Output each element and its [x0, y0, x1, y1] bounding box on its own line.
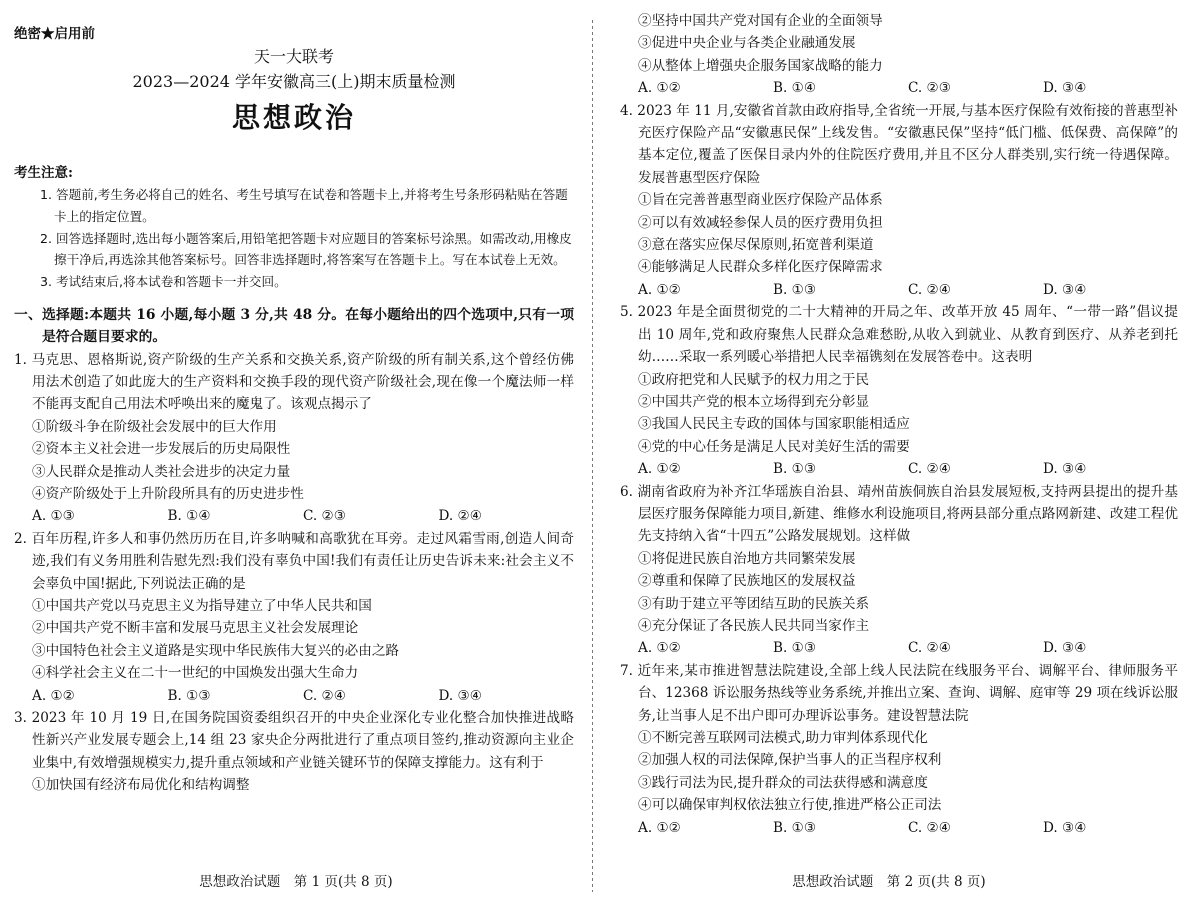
- question-stem: 3. 2023 年 10 月 19 日,在国务院国资委组织召开的中央企业深化专业化整合加快推进战略性新兴产业发展专题会上,14 组 23 家央企分两批进行了重点项目签约,推动资源向主业企业集中,有效增强规模实力,提升重点领域和产业链关键环节的保障支撑能力。这有利于: [14, 710, 574, 771]
- choice-b: B. ①③: [773, 461, 817, 478]
- statement-option: ②可以有效减轻参保人员的医疗费用负担: [638, 214, 883, 231]
- statement-option: ②尊重和保障了民族地区的发展权益: [638, 573, 856, 590]
- choice-b: B. ①④: [167, 508, 211, 525]
- statement-option: ③中国特色社会主义道路是实现中华民族伟大复兴的必由之路: [32, 642, 400, 659]
- statement-option: ①不断完善互联网司法模式,助力审判体系现代化: [638, 730, 928, 746]
- statement-option: ②坚持中国共产党对国有企业的全面领导: [638, 13, 883, 29]
- choice-a: A. ①②: [638, 640, 681, 657]
- statement-option: ①加快国有经济布局优化和结构调整: [32, 777, 250, 794]
- choice-b: B. ①③: [773, 281, 817, 298]
- choice-c: C. ②④: [303, 687, 346, 704]
- choice-b: B. ①④: [773, 80, 817, 97]
- statement-option: ③践行司法为民,提升群众的司法获得感和满意度: [638, 774, 928, 791]
- question-stem: 7. 近年来,某市推进智慧法院建设,全部上线人民法院在线服务平台、调解平台、律师服务平台、12368 诉讼服务热线等业务系统,并推出立案、查询、调解、庭审等 29 项在线诉讼服务,让当事人足不出户即可办理诉讼事务。建设智慧法院: [620, 662, 1179, 724]
- notice-item: 1. 答题前,考生务必将自己的姓名、考生号填写在试卷和答题卡上,并将考生号条形码粘贴在答题卡上的指定位置。: [40, 187, 568, 224]
- question-stem: 1. 马克思、恩格斯说,资产阶级的生产关系和交换关系,资产阶级的所有制关系,这个曾经仿佛用法术创造了如此庞大的生产资料和交换手段的现代资产阶级社会,现在像一个魔法师一样不能再支配自己用法术呼唤出来的魔鬼了。该观点揭示了: [14, 351, 574, 413]
- statement-option: ④可以确保审判权依法独立行使,推进严格公正司法: [638, 797, 942, 814]
- statement-option: ④科学社会主义在二十一世纪的中国焕发出强大生命力: [32, 665, 359, 682]
- choice-c: C. ②④: [908, 281, 951, 298]
- question-3: [14, 707, 574, 797]
- answer-choices: [620, 817, 1178, 839]
- choice-a: A. ①②: [638, 281, 681, 298]
- question-1: [14, 349, 574, 528]
- question-3-continued: [620, 10, 1178, 100]
- answer-choices: [620, 279, 1178, 301]
- choice-d: D. ③④: [1043, 461, 1087, 478]
- confidential-label: 绝密★启用前: [14, 26, 95, 42]
- choice-c: C. ②③: [908, 80, 951, 97]
- statement-option: ④党的中心任务是满足人民对美好生活的需要: [638, 438, 910, 455]
- choice-d: D. ②④: [438, 508, 482, 525]
- question-4: [620, 100, 1178, 302]
- statement-option: ④能够满足人民群众多样化医疗保障需求: [638, 259, 883, 276]
- question-stem: 4. 2023 年 11 月,安徽省首款由政府指导,全省统一开展,与基本医疗保险有效衔接的普惠型补充医疗保险产品“安徽惠民保”上线发售。“安徽惠民保”坚持“低门槛、低保费、高保障”的基本定位,覆盖了医保目录内外的住院医疗费用,并且不区分人群类别,实行统一待遇保障。发展普惠型医疗保险: [620, 102, 1178, 186]
- statement-option: ③我国人民民主专政的国体与国家职能相适应: [638, 416, 910, 433]
- answer-choices: [14, 685, 574, 707]
- choice-b: B. ①③: [167, 687, 211, 704]
- choice-d: D. ③④: [438, 687, 482, 704]
- question-5: [620, 301, 1178, 480]
- choice-d: D. ③④: [1043, 819, 1087, 836]
- subject-title: 思想政治: [231, 101, 356, 134]
- page-footer: 思想政治试题 第 2 页(共 8 页): [792, 874, 986, 890]
- statement-option: ③有助于建立平等团结互助的民族关系: [638, 595, 870, 612]
- choice-d: D. ③④: [1043, 281, 1087, 298]
- statement-option: ③意在落实应保尽保原则,拓宽普利渠道: [638, 237, 874, 254]
- statement-option: ②中国共产党的根本立场得到充分彰显: [638, 393, 870, 410]
- section-heading: 一、选择题:本题共 16 小题,每小题 3 分,共 48 分。在每小题给出的四个选项中,只有一项是符合题目要求的。: [14, 306, 574, 345]
- choice-b: B. ①③: [773, 640, 817, 657]
- exam-organizer: 天一大联考: [253, 47, 334, 66]
- statement-option: ②加强人权的司法保障,保护当事人的正当程序权利: [638, 752, 942, 769]
- choice-a: A. ①③: [32, 508, 75, 525]
- statement-option: ④从整体上增强央企服务国家战略的能力: [638, 57, 883, 74]
- choice-b: B. ①③: [773, 819, 817, 836]
- question-7: [620, 660, 1178, 839]
- choice-c: C. ②④: [908, 640, 951, 657]
- choice-a: A. ①②: [32, 687, 75, 704]
- question-stem: 2. 百年历程,许多人和事仍然历历在目,许多呐喊和高歌犹在耳旁。走过风霜雪雨,创造人间奇迹,我们有义务用胜利告慰先烈:我们没有辜负中国!我们有责任让历史告诉未来:社会主义不会辜负中国!据此,下列说法正确的是: [14, 530, 574, 592]
- answer-choices: [620, 458, 1178, 480]
- answer-choices: [14, 505, 574, 527]
- choice-c: C. ②③: [303, 508, 346, 525]
- question-2: [14, 528, 574, 707]
- exam-title: 2023—2024 学年安徽高三(上)期末质量检测: [132, 72, 456, 91]
- page-footer: 思想政治试题 第 1 页(共 8 页): [199, 874, 393, 890]
- statement-option: ②中国共产党不断丰富和发展马克思主义社会发展理论: [32, 620, 359, 637]
- statement-option: ③人民群众是推动人类社会进步的决定力量: [32, 463, 291, 480]
- notice-item: 3. 考试结束后,将本试卷和答题卡一并交回。: [40, 274, 287, 290]
- page-1: [0, 0, 592, 900]
- statement-option: ①将促进民族自治地方共同繁荣发展: [638, 550, 856, 567]
- question-stem: 6. 湖南省政府为补齐江华瑶族自治县、靖州苗族侗族自治县发展短板,支持两县提出的提升基层医疗服务保障能力项目,新建、维修水利设施项目,将两县部分重点路网新建、改建工程优先支持纳入省“十四五”公路发展规划。这样做: [620, 483, 1178, 545]
- statement-option: ①阶级斗争在阶级社会发展中的巨大作用: [32, 418, 277, 435]
- statement-option: ③促进中央企业与各类企业融通发展: [638, 35, 856, 52]
- choice-c: C. ②④: [908, 461, 951, 478]
- choice-d: D. ③④: [1043, 640, 1087, 657]
- choice-d: D. ③④: [1043, 80, 1087, 97]
- notice-heading: 考生注意:: [14, 165, 73, 181]
- statement-option: ①旨在完善普惠型商业医疗保险产品体系: [638, 192, 883, 209]
- statement-option: ②资本主义社会进一步发展后的历史局限性: [32, 441, 291, 458]
- answer-choices: [620, 637, 1178, 659]
- statement-option: ①中国共产党以马克思主义为指导建立了中华人民共和国: [32, 598, 372, 615]
- notice-item: 2. 回答选择题时,选出每小题答案后,用铅笔把答题卡对应题目的答案标号涂黑。如需改动,用橡皮擦干净后,再选涂其他答案标号。回答非选择题时,将答案写在答题卡上。写在本试卷上无效。: [40, 230, 572, 268]
- question-stem: 5. 2023 年是全面贯彻党的二十大精神的开局之年、改革开放 45 周年、“一带一路”倡议提出 10 周年,党和政府聚焦人民群众急难愁盼,从收入到就业、从教育到医疗、从养老到托幼……采取一系列暖心举措把人民幸福镌刻在发展答卷中。这表明: [620, 304, 1178, 366]
- choice-a: A. ①②: [638, 819, 681, 836]
- question-6: [620, 481, 1178, 660]
- statement-option: ④资产阶级处于上升阶段所具有的历史进步性: [32, 486, 304, 503]
- statement-option: ①政府把党和人民赋予的权力用之于民: [638, 371, 870, 388]
- choice-a: A. ①②: [638, 80, 681, 97]
- answer-choices: [620, 77, 1178, 99]
- page-2: [592, 0, 1186, 900]
- choice-c: C. ②④: [908, 819, 951, 836]
- statement-option: ④充分保证了各民族人民共同当家作主: [638, 617, 870, 634]
- choice-a: A. ①②: [638, 461, 681, 478]
